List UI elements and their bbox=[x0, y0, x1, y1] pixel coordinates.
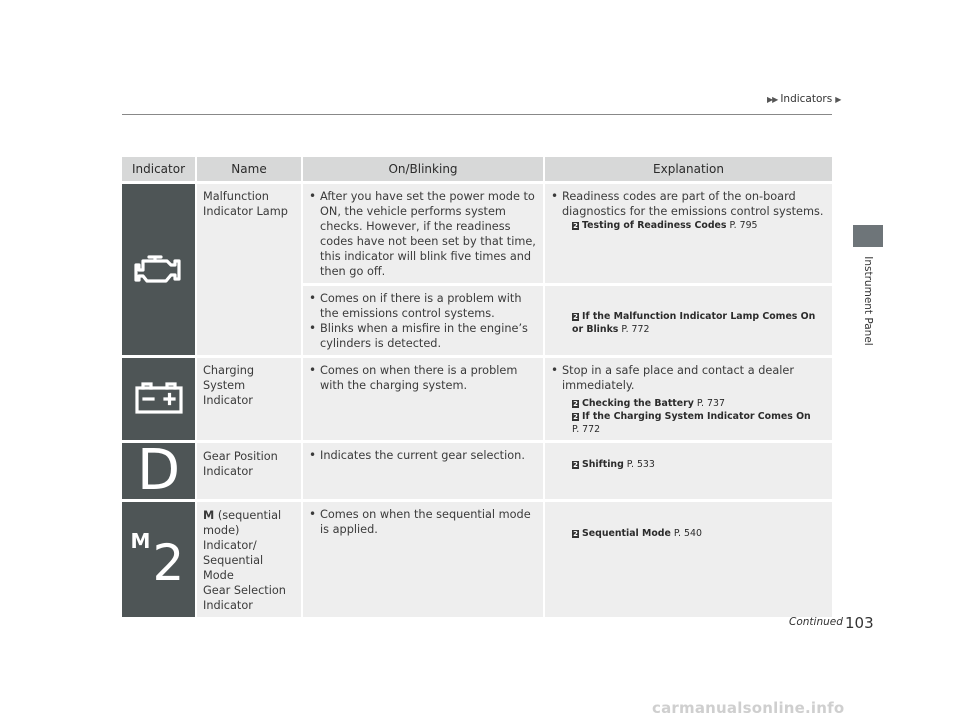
reference-icon: 2 bbox=[573, 413, 578, 421]
on-blinking-cell bbox=[303, 502, 545, 617]
on-blinking-text: • Comes on when there is a problem with the charging system. bbox=[309, 363, 537, 393]
on-blinking-text: • After you have set the power mode to ON, the vehicle performs system checks. However, if the readiness codes have not been set by that time, this indicator will blink five times and then go off. bbox=[309, 189, 537, 279]
name-text: (sequential mode) Indicator/ Sequential Mode Gear Selection Indicator bbox=[203, 509, 286, 612]
name-cell: Malfunction Indicator Lamp bbox=[197, 184, 303, 355]
col-header-name: Name bbox=[197, 157, 303, 181]
table-row bbox=[122, 502, 832, 617]
on-blinking-cell bbox=[303, 358, 545, 440]
col-header-on-blinking: On/Blinking bbox=[303, 157, 545, 181]
name-cell: Gear Position Indicator bbox=[197, 443, 303, 499]
on-blinking-cell bbox=[303, 443, 545, 499]
page-number: 103 bbox=[845, 614, 874, 632]
indicator-cell bbox=[122, 438, 197, 503]
sequential-m2-icon: M 2 bbox=[130, 528, 185, 592]
page-reference[interactable] bbox=[551, 219, 826, 232]
reference-title: If the Charging System Indicator Comes On bbox=[582, 411, 811, 422]
battery-icon bbox=[131, 379, 187, 415]
reference-page: P. 737 bbox=[696, 398, 725, 409]
explanation-text: • Readiness codes are part of the on-board diagnostics for the emissions control systems. bbox=[551, 189, 826, 219]
explanation-cell bbox=[545, 358, 832, 440]
indicator-cell bbox=[122, 358, 197, 440]
table-header-row bbox=[122, 157, 832, 181]
name-cell bbox=[197, 502, 303, 617]
col-header-indicator: Indicator bbox=[122, 157, 197, 181]
page-reference[interactable] bbox=[551, 310, 826, 336]
name-bold-m: M bbox=[203, 509, 215, 522]
explanation-cell bbox=[545, 184, 832, 283]
reference-icon: 2 bbox=[573, 222, 578, 230]
indicator-cell bbox=[122, 502, 197, 617]
page-reference[interactable] bbox=[551, 410, 826, 436]
page-reference[interactable] bbox=[551, 527, 826, 540]
explanation-cell bbox=[545, 502, 832, 617]
reference-title: Checking the Battery bbox=[582, 398, 694, 409]
table-row bbox=[122, 184, 832, 283]
reference-page: P. 772 bbox=[621, 324, 650, 335]
indicator-table bbox=[122, 154, 832, 620]
explanation-cell bbox=[545, 443, 832, 499]
on-blinking-cell bbox=[303, 286, 545, 355]
check-engine-icon bbox=[131, 248, 187, 288]
table-row bbox=[122, 443, 832, 499]
breadcrumb-arrow-icon: ▶▶ bbox=[767, 94, 778, 104]
reference-page: P. 772 bbox=[572, 424, 601, 435]
on-blinking-text: • Blinks when a misfire in the engine’s cylinders is detected. bbox=[309, 321, 537, 351]
on-blinking-text: • Indicates the current gear selection. bbox=[309, 448, 537, 463]
on-blinking-text: • Comes on if there is a problem with the emissions control systems. bbox=[309, 291, 537, 321]
continued-label: Continued bbox=[789, 616, 843, 628]
page-reference[interactable] bbox=[551, 458, 826, 471]
col-header-explanation: Explanation bbox=[545, 157, 832, 181]
reference-page: P. 540 bbox=[673, 528, 702, 539]
explanation-cell bbox=[545, 286, 832, 355]
header-divider bbox=[122, 114, 832, 115]
indicator-cell bbox=[122, 184, 197, 355]
reference-title: Sequential Mode bbox=[582, 528, 671, 539]
reference-page: P. 795 bbox=[729, 220, 758, 231]
breadcrumb-arrow-icon: ▶ bbox=[835, 94, 841, 104]
explanation-text: • Stop in a safe place and contact a dealer immediately. bbox=[551, 363, 826, 393]
reference-icon: 2 bbox=[573, 530, 578, 538]
on-blinking-cell bbox=[303, 184, 545, 283]
breadcrumb-label: Indicators bbox=[780, 93, 833, 105]
name-cell: Charging System Indicator bbox=[197, 358, 303, 440]
table-row bbox=[122, 358, 832, 440]
gear-d-icon: D bbox=[136, 438, 181, 503]
reference-page: P. 533 bbox=[626, 459, 655, 470]
reference-title: Testing of Readiness Codes bbox=[582, 220, 727, 231]
page-reference[interactable] bbox=[551, 397, 826, 410]
reference-icon: 2 bbox=[573, 313, 578, 321]
reference-icon: 2 bbox=[573, 400, 578, 408]
on-blinking-text: • Comes on when the sequential mode is applied. bbox=[309, 507, 537, 537]
reference-title: If the Malfunction Indicator Lamp Comes On or Blinks bbox=[572, 311, 816, 335]
breadcrumb bbox=[767, 93, 840, 105]
section-tab bbox=[853, 225, 883, 247]
reference-title: Shifting bbox=[582, 459, 624, 470]
watermark: carmanualsonline.info bbox=[652, 699, 845, 717]
reference-icon: 2 bbox=[573, 461, 578, 469]
